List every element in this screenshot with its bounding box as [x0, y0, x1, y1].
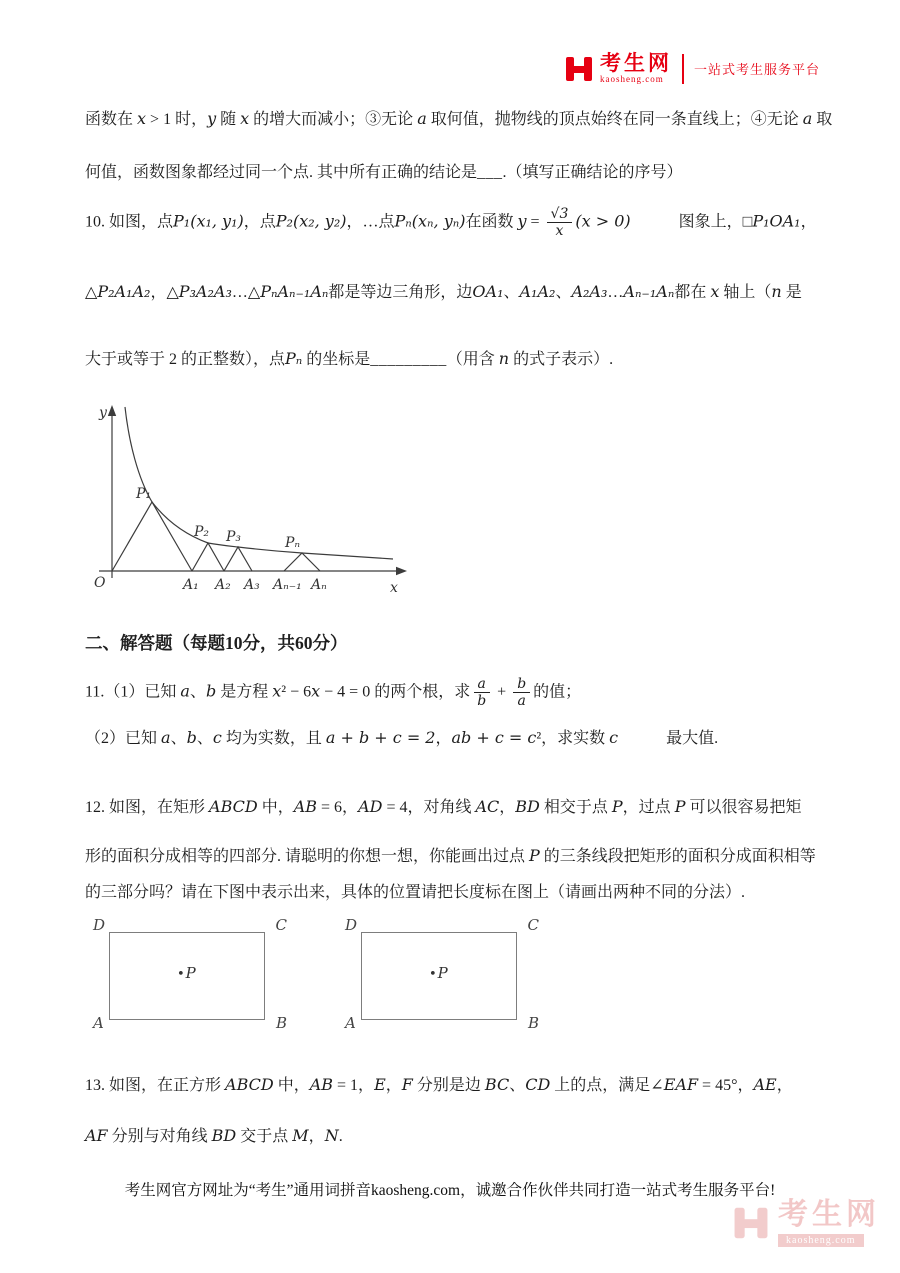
point-letter: P — [437, 964, 448, 983]
triangle-n — [284, 553, 320, 571]
corner-label-c: C — [275, 916, 287, 935]
brand-domain: kaosheng.com — [599, 74, 664, 84]
origin-label: O — [94, 575, 106, 592]
center-point-label — [429, 964, 448, 982]
watermark-text — [778, 1198, 880, 1247]
corner-label-b: B — [275, 1014, 287, 1033]
hyperbola-curve — [125, 407, 393, 559]
question-9-line-1: 函数在 x > 1 时，y 随 x 的增大而减小；③无论 a 取何值，抛物线的顶点始终在同一条直线上；④无论 a 取 — [85, 109, 833, 128]
axis-label-an: Aₙ — [311, 577, 327, 594]
y-axis-arrow-icon — [108, 405, 116, 416]
corner-label-a: A — [93, 1014, 104, 1033]
corner-label-d: D — [345, 916, 358, 935]
function-graph — [85, 403, 415, 608]
rectangle-figure-2 — [345, 916, 541, 1033]
brand-text — [600, 52, 672, 85]
triangle-3 — [224, 547, 252, 571]
question-12-line-2: 形的面积分成相等的四部分. 请聪明的你想一想，你能画出过点 P 的三条线段把矩形的面积分成面积相等 — [85, 846, 816, 866]
question-13-line-1: 13. 如图，在正方形 ABCD 中，AB = 1，E，F 分别是边 BC、CD 上的点，满足∠EAF = 45°，AE， — [85, 1075, 793, 1095]
question-9-line-2: 何值，函数图象都经过同一个点. 其中所有正确的结论是___.（填写正确结论的序号） — [85, 164, 683, 181]
axis-label-a1: A₁ — [183, 577, 199, 594]
corner-label-d: D — [93, 916, 106, 935]
watermark-name: 考生网 — [778, 1198, 880, 1231]
question-10-line-1: 10. 如图，点P₁(x₁, y₁)，点P₂(x₂, y₂)，…点Pₙ(xₙ, yₙ)在函数 y = $\frac{√3}{x}$ (x > 0) 图象上，□P₁OA₁， — [85, 206, 817, 240]
corner-label-b: B — [527, 1014, 539, 1033]
corner-label-c: C — [527, 916, 539, 935]
question-11-line-2: （2）已知 a、b、c 均为实数，且 a + b + c = 2，ab + c = c²，求实数 c 最大值. — [85, 728, 719, 748]
corner-label-a: A — [345, 1014, 356, 1033]
question-10-line-3: 大于或等于 2 的正整数），点Pₙ 的坐标是_________（用含 n 的式子表示）. — [85, 349, 614, 369]
brand-tagline: 一站式考生服务平台 — [693, 62, 820, 77]
point-dot: • — [429, 967, 437, 983]
kaosheng-logo-icon — [564, 54, 594, 84]
point-label-p3: P₃ — [226, 529, 242, 546]
x-axis-arrow-icon — [396, 567, 407, 575]
triangle-2 — [192, 543, 224, 571]
center-point-label — [177, 964, 196, 982]
axis-label-a3: A₃ — [244, 577, 260, 594]
point-label-p2: P₂ — [194, 524, 210, 541]
axis-label-an-1: Aₙ₋₁ — [273, 577, 302, 594]
point-letter: P — [185, 964, 196, 983]
rectangle-figures-row — [93, 916, 815, 1033]
section-title: 二、解答题（每题10分，共60分） — [85, 633, 348, 654]
footer-note: 考生网官方网址为“考生”通用词拼音kaosheng.com，诚邀合作伙伴共同打造一站式考生服务平台! — [124, 1182, 776, 1199]
rectangle-figure-1 — [93, 916, 289, 1033]
kaosheng-watermark-icon — [732, 1204, 770, 1242]
question-12-line-3: 的三部分吗？请在下图中表示出来，具体的位置请把长度标在图上（请画出两种不同的分法）. — [85, 884, 746, 902]
point-label-p1: P₁ — [136, 486, 152, 503]
triangle-1 — [112, 502, 192, 571]
point-label-pn: Pₙ — [285, 535, 301, 552]
question-10-line-2: △P₂A₁A₂，△P₃A₂A₃…△PₙAₙ₋₁Aₙ都是等边三角形，边OA₁、A₁A₂、A₂A₃…Aₙ₋₁Aₙ都在 x 轴上（n 是 — [85, 282, 802, 302]
brand-divider — [682, 54, 684, 84]
y-axis-label: y — [99, 405, 107, 422]
watermark-logo — [732, 1198, 880, 1247]
question-12-line-1: 12. 如图，在矩形 ABCD 中，AB = 6，AD = 4，对角线 AC，BD 相交于点 P，过点 P 可以很容易把矩 — [85, 797, 802, 817]
brand-name: 考生网 — [599, 51, 672, 75]
point-dot: • — [177, 967, 185, 983]
axis-label-a2: A₂ — [215, 577, 231, 594]
site-header-logo — [564, 52, 820, 85]
question-11-line-1: 11.（1）已知 a、b 是方程 x² − 6x − 4 = 0 的两个根，求 $\frac{a}{b}$ + $\frac{b}{a}$ 的值； — [85, 676, 582, 710]
question-13-line-2: AF 分别与对角线 BD 交于点 M，N. — [85, 1126, 343, 1146]
x-axis-label: x — [390, 580, 398, 597]
watermark-domain: kaosheng.com — [778, 1234, 864, 1247]
